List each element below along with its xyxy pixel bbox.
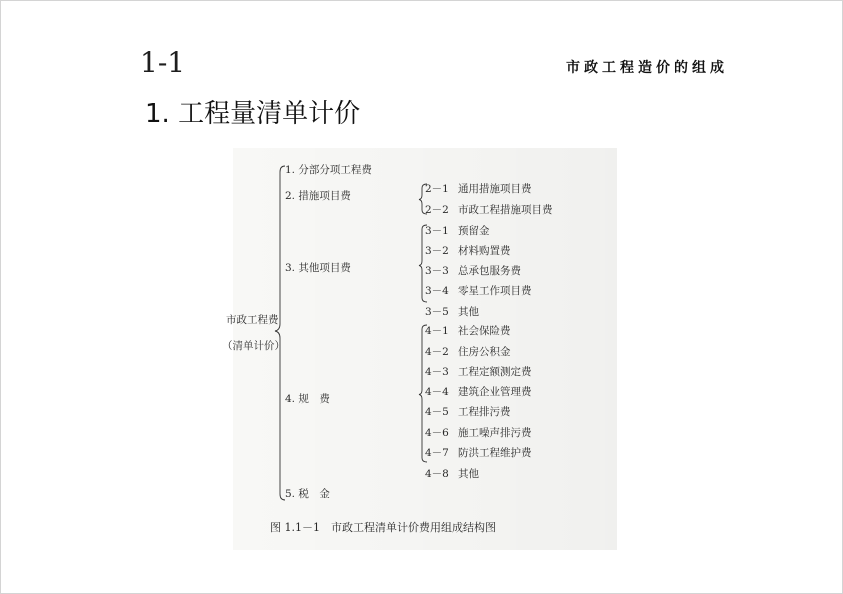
tree-leaf <box>425 244 511 258</box>
leaf-label: 施工噪声排污费 <box>458 427 532 439</box>
tree-leaf <box>425 385 532 399</box>
leaf-label: 其他 <box>458 306 479 318</box>
branch-1-label: 1. 分部分项工程费 <box>285 164 372 176</box>
leaf-code: 4－1 <box>425 325 449 337</box>
leaf-code: 3－2 <box>425 245 449 257</box>
branch-2-label: 2. 措施项目费 <box>285 190 351 202</box>
leaf-code: 4－6 <box>425 427 449 439</box>
branch-5-label: 5. 税 金 <box>285 488 330 500</box>
leaf-code: 2－1 <box>425 183 449 195</box>
leaf-code: 4－8 <box>425 468 449 480</box>
leaf-label: 防洪工程维护费 <box>458 447 532 459</box>
leaf-label: 总承包服务费 <box>458 265 521 277</box>
tree-leaf <box>425 264 521 278</box>
figure-caption: 图 1.1－1 市政工程清单计价费用组成结构图 <box>270 521 496 534</box>
tree-leaf <box>425 345 511 359</box>
leaf-code: 4－3 <box>425 366 449 378</box>
leaf-label: 零星工作项目费 <box>458 285 532 297</box>
leaf-label: 材料购置费 <box>458 245 511 257</box>
leaf-label: 工程排污费 <box>458 406 511 418</box>
leaf-label: 工程定额测定费 <box>458 366 532 378</box>
leaf-label: 建筑企业管理费 <box>458 386 532 398</box>
tree-leaf <box>425 284 532 298</box>
branch-4-label: 4. 规 费 <box>285 393 330 405</box>
tree-leaf <box>425 182 532 196</box>
tree-leaf <box>425 203 553 217</box>
leaf-label: 其他 <box>458 468 479 480</box>
leaf-code: 4－5 <box>425 406 449 418</box>
tree-leaf <box>425 224 490 238</box>
leaf-label: 通用措施项目费 <box>458 183 532 195</box>
leaf-code: 4－2 <box>425 346 449 358</box>
tree-root-note: （清单计价） <box>222 340 285 352</box>
leaf-code: 2－2 <box>425 204 449 216</box>
tree-leaf <box>425 324 511 338</box>
tree-leaf <box>425 405 511 419</box>
section-title: 市政工程造价的组成 <box>566 60 728 76</box>
leaf-label: 社会保险费 <box>458 325 511 337</box>
leaf-code: 4－7 <box>425 447 449 459</box>
tree-leaf <box>425 305 479 319</box>
leaf-code: 3－3 <box>425 265 449 277</box>
tree-root-name: 市政工程费 <box>226 314 279 326</box>
leaf-code: 3－1 <box>425 225 449 237</box>
tree-leaf <box>425 446 532 460</box>
tree-leaf <box>425 426 532 440</box>
tree-leaf <box>425 365 532 379</box>
branch-3-label: 3. 其他项目费 <box>285 262 351 274</box>
tree-leaf <box>425 467 479 481</box>
leaf-label: 住房公积金 <box>458 346 511 358</box>
leaf-label: 市政工程措施项目费 <box>458 204 553 216</box>
leaf-label: 预留金 <box>458 225 490 237</box>
leaf-code: 3－5 <box>425 306 449 318</box>
leaf-code: 3－4 <box>425 285 449 297</box>
section-number: 1-1 <box>140 46 186 79</box>
leaf-code: 4－4 <box>425 386 449 398</box>
page-title: 1. 工程量清单计价 <box>145 99 361 129</box>
